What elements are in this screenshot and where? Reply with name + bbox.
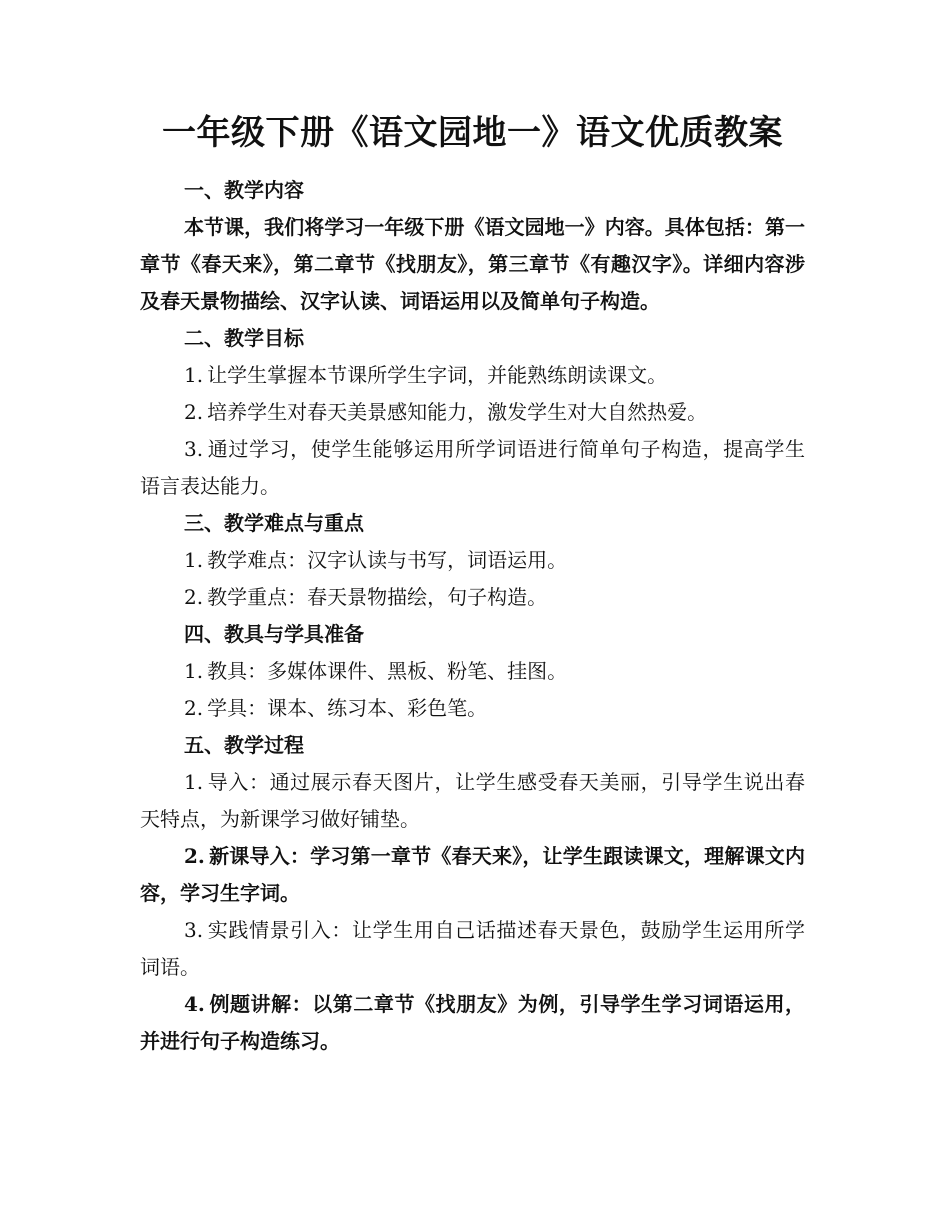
key-point-item-text: 教学难点：汉字认读与书写，词语运用。: [207, 548, 568, 572]
section-heading-teaching-process: 五、教学过程: [184, 733, 304, 757]
key-point-item-number: 1.: [184, 548, 204, 572]
goal-item-number: 2.: [184, 400, 204, 424]
process-step-text: 例题讲解：以第二章节《找朋友》为例，引导学生学习词语运用，并进行句子构造练习。: [140, 992, 805, 1053]
process-step-item: [140, 764, 805, 838]
teaching-aid-item: [140, 690, 805, 727]
key-point-item: [140, 542, 805, 579]
key-point-item-number: 2.: [184, 585, 204, 609]
process-step-number: 4.: [184, 992, 205, 1016]
process-step-text: 导入：通过展示春天图片，让学生感受春天美丽，引导学生说出春天特点，为新课学习做好铺垫。: [140, 770, 805, 831]
process-step-item: [140, 912, 805, 986]
process-step-item: [140, 838, 805, 912]
process-step-item: [140, 986, 805, 1060]
goal-item-text: 让学生掌握本节课所学生字词，并能熟练朗读课文。: [207, 363, 668, 387]
process-step-text: 实践情景引入：让学生用自己话描述春天景色，鼓励学生运用所学词语。: [140, 918, 805, 979]
key-point-item: [140, 579, 805, 616]
goal-item-text: 通过学习，使学生能够运用所学词语进行简单句子构造，提高学生语言表达能力。: [140, 437, 805, 498]
teaching-aid-item-text: 学具：课本、练习本、彩色笔。: [207, 696, 488, 720]
teaching-aid-item: [140, 653, 805, 690]
key-point-item-text: 教学重点：春天景物描绘，句子构造。: [207, 585, 548, 609]
teaching-aid-item-text: 教具：多媒体课件、黑板、粉笔、挂图。: [207, 659, 568, 683]
goal-item: [140, 394, 805, 431]
process-step-number: 1.: [184, 770, 204, 794]
goal-item-number: 1.: [184, 363, 204, 387]
section-heading-difficulties-and-key-points: 三、教学难点与重点: [184, 511, 364, 535]
goal-item-number: 3.: [184, 437, 204, 461]
process-step-number: 2.: [184, 844, 205, 868]
teaching-aid-item-number: 1.: [184, 659, 204, 683]
goal-item-text: 培养学生对春天美景感知能力，激发学生对大自然热爱。: [207, 400, 708, 424]
teaching-aid-item-number: 2.: [184, 696, 204, 720]
section-heading-teaching-aids: 四、教具与学具准备: [184, 622, 364, 646]
section-heading-teaching-goals: 二、教学目标: [184, 326, 304, 350]
document-title: 一年级下册《语文园地一》语文优质教案: [162, 113, 783, 153]
goal-item: [140, 431, 805, 505]
document-page: [140, 108, 805, 1060]
process-step-number: 3.: [184, 918, 204, 942]
goal-item: [140, 357, 805, 394]
section-heading-teaching-content: 一、教学内容: [184, 178, 304, 202]
teaching-content-paragraph: 本节课，我们将学习一年级下册《语文园地一》内容。具体包括：第一章节《春天来》，第二章节《找朋友》，第三章节《有趣汉字》。详细内容涉及春天景物描绘、汉字认读、词语运用以及简单句子构造。: [140, 215, 805, 313]
process-step-text: 新课导入：学习第一章节《春天来》，让学生跟读课文，理解课文内容，学习生字词。: [140, 844, 805, 905]
